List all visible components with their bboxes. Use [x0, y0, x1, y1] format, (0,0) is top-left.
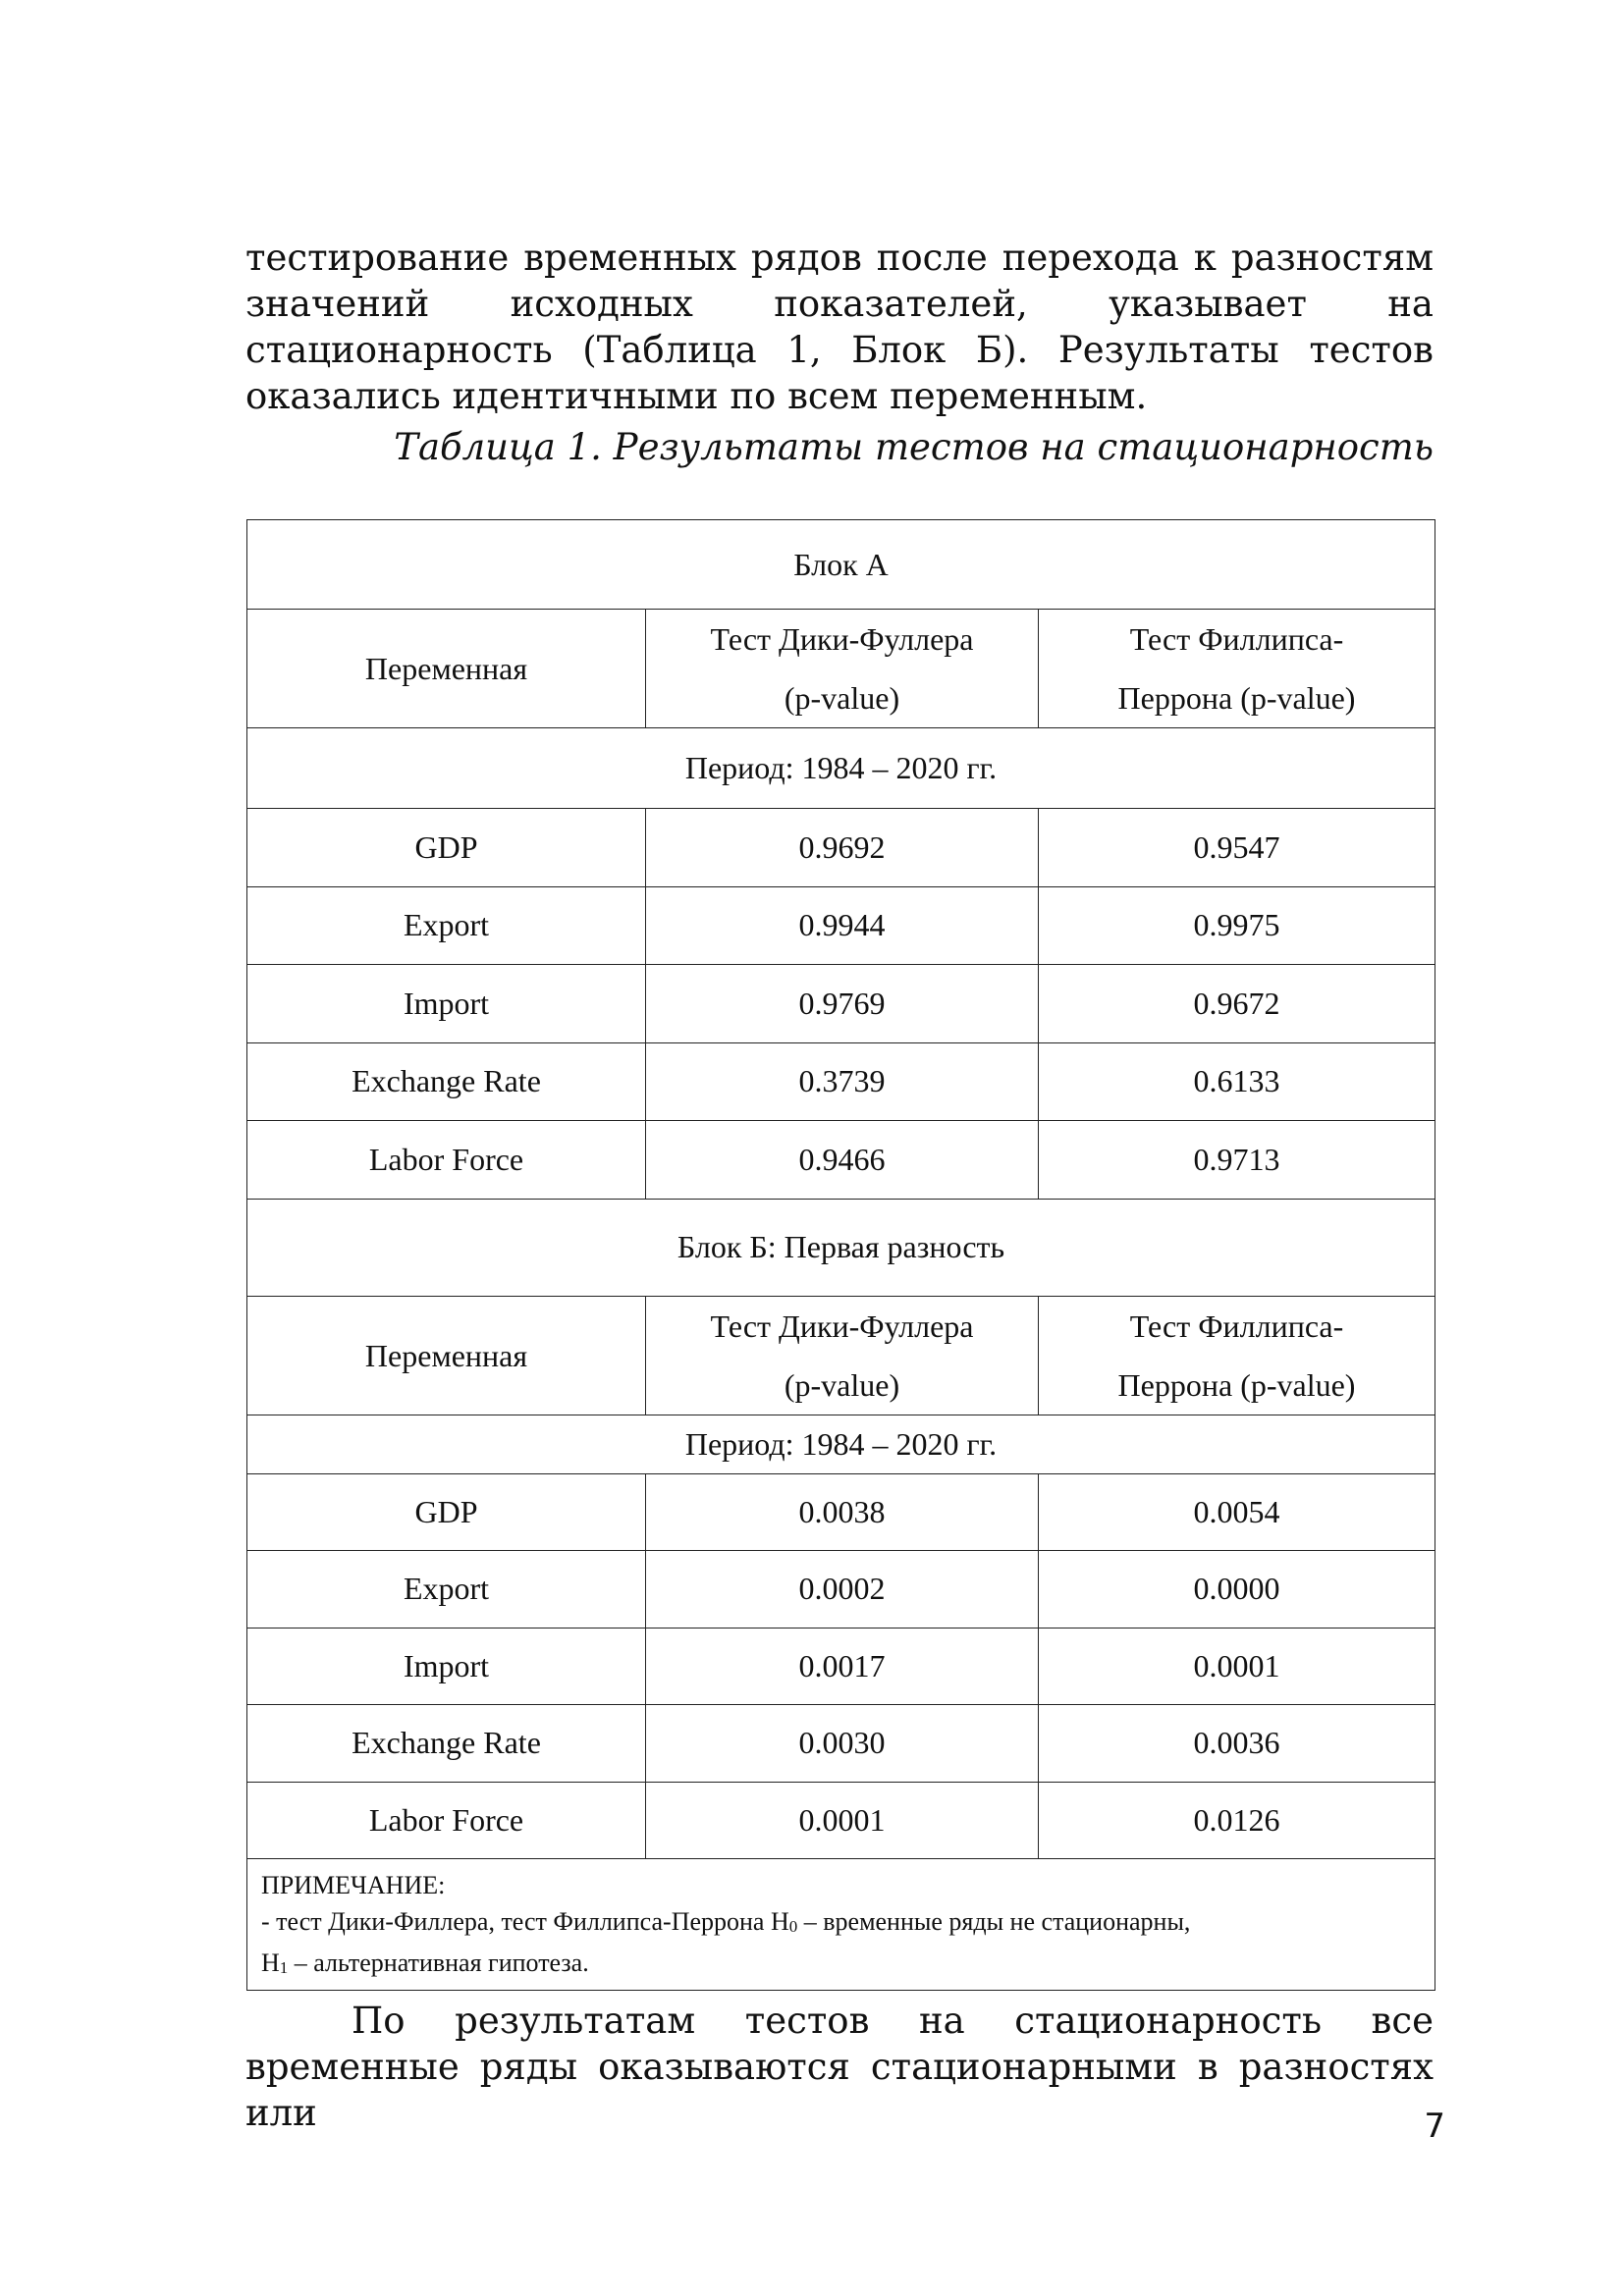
header-dickey-fuller: [646, 610, 1039, 728]
cell-df: 0.9692: [646, 809, 1039, 887]
cell-pp: 0.9547: [1039, 809, 1435, 887]
header-pp-line1: Тест Филлипса-: [1129, 621, 1344, 657]
cell-variable: Exchange Rate: [247, 1042, 646, 1121]
header-pp-line2: Перрона (p-value): [1117, 1366, 1356, 1403]
cell-df: 0.9466: [646, 1121, 1039, 1200]
header-phillips-perron: [1039, 1296, 1435, 1415]
cell-variable: Labor Force: [247, 1782, 646, 1859]
note-heading: ПРИМЕЧАНИЕ:: [261, 1871, 446, 1899]
body-paragraph-top: тестирование временных рядов после перехода к разностям значений исходных показателей, указывает на стационарность (Таблица 1, Блок Б). Результаты тестов оказались идентичными по всем переменным.: [245, 237, 1434, 417]
cell-pp: 0.6133: [1039, 1042, 1435, 1121]
block-a-title-row: [247, 520, 1435, 610]
note-line-1-rest: – временные ряды не стационарны,: [797, 1907, 1191, 1936]
block-b-title: Блок Б: Первая разность: [247, 1199, 1435, 1296]
cell-variable: Export: [247, 1551, 646, 1629]
block-a-title: Блок А: [247, 520, 1435, 610]
note-line-2-text: H: [261, 1949, 280, 1977]
page-number: 7: [1424, 2107, 1445, 2146]
note-line-2-rest: – альтернативная гипотеза.: [288, 1949, 589, 1977]
table-note-row: [247, 1859, 1435, 1991]
cell-df: 0.0038: [646, 1473, 1039, 1551]
cell-pp: 0.0126: [1039, 1782, 1435, 1859]
cell-variable: Import: [247, 1628, 646, 1705]
table-row: [247, 1705, 1435, 1783]
table-row: [247, 965, 1435, 1043]
cell-variable: Labor Force: [247, 1121, 646, 1200]
stationarity-results-table: [246, 519, 1435, 1991]
body-paragraph-bottom: По результатам тестов на стационарность все временные ряды оказываются стационарными в разностях или: [245, 2000, 1434, 2134]
table-row: [247, 809, 1435, 887]
block-b-title-row: [247, 1199, 1435, 1296]
cell-pp: 0.0001: [1039, 1628, 1435, 1705]
note-h0-subscript: 0: [788, 1917, 798, 1936]
cell-pp: 0.9672: [1039, 965, 1435, 1043]
table-row: [247, 1121, 1435, 1200]
cell-df: 0.0017: [646, 1628, 1039, 1705]
note-line-1: [261, 1903, 1421, 1945]
cell-df: 0.9769: [646, 965, 1039, 1043]
table-row: [247, 886, 1435, 965]
cell-df: 0.3739: [646, 1042, 1039, 1121]
block-a-header-row: [247, 610, 1435, 728]
cell-df: 0.0002: [646, 1551, 1039, 1629]
header-df-line2: (p-value): [784, 680, 900, 716]
cell-df: 0.9944: [646, 886, 1039, 965]
table-note: [247, 1859, 1435, 1991]
cell-variable: GDP: [247, 809, 646, 887]
header-phillips-perron: [1039, 610, 1435, 728]
header-df-line1: Тест Дики-Фуллера: [710, 621, 974, 657]
note-h1-subscript: 1: [279, 1958, 289, 1977]
note-line-1-text: - тест Дики-Филлера, тест Филлипса-Перрона H: [261, 1907, 789, 1936]
table-row: [247, 1042, 1435, 1121]
block-b-header-row: [247, 1296, 1435, 1415]
block-b-period: Период: 1984 – 2020 гг.: [247, 1415, 1435, 1473]
cell-variable: Export: [247, 886, 646, 965]
cell-variable: Exchange Rate: [247, 1705, 646, 1783]
header-pp-line2: Перрона (p-value): [1117, 680, 1356, 716]
table-caption: Таблица 1. Результаты тестов на стационарность: [394, 426, 1434, 468]
header-df-line2: (p-value): [784, 1366, 900, 1403]
header-dickey-fuller: [646, 1296, 1039, 1415]
header-pp-line1: Тест Филлипса-: [1129, 1308, 1344, 1344]
cell-pp: 0.0000: [1039, 1551, 1435, 1629]
note-line-2: [261, 1945, 1421, 1986]
cell-variable: GDP: [247, 1473, 646, 1551]
table-row: [247, 1782, 1435, 1859]
block-a-period-row: [247, 728, 1435, 809]
cell-df: 0.0030: [646, 1705, 1039, 1783]
table-row: [247, 1628, 1435, 1705]
cell-df: 0.0001: [646, 1782, 1039, 1859]
block-b-period-row: [247, 1415, 1435, 1473]
header-df-line1: Тест Дики-Фуллера: [710, 1308, 974, 1344]
cell-pp: 0.0036: [1039, 1705, 1435, 1783]
table-row: [247, 1473, 1435, 1551]
block-a-period: Период: 1984 – 2020 гг.: [247, 728, 1435, 809]
cell-pp: 0.9713: [1039, 1121, 1435, 1200]
table-row: [247, 1551, 1435, 1629]
header-variable: Переменная: [247, 1296, 646, 1415]
cell-variable: Import: [247, 965, 646, 1043]
cell-pp: 0.0054: [1039, 1473, 1435, 1551]
cell-pp: 0.9975: [1039, 886, 1435, 965]
header-variable: Переменная: [247, 610, 646, 728]
